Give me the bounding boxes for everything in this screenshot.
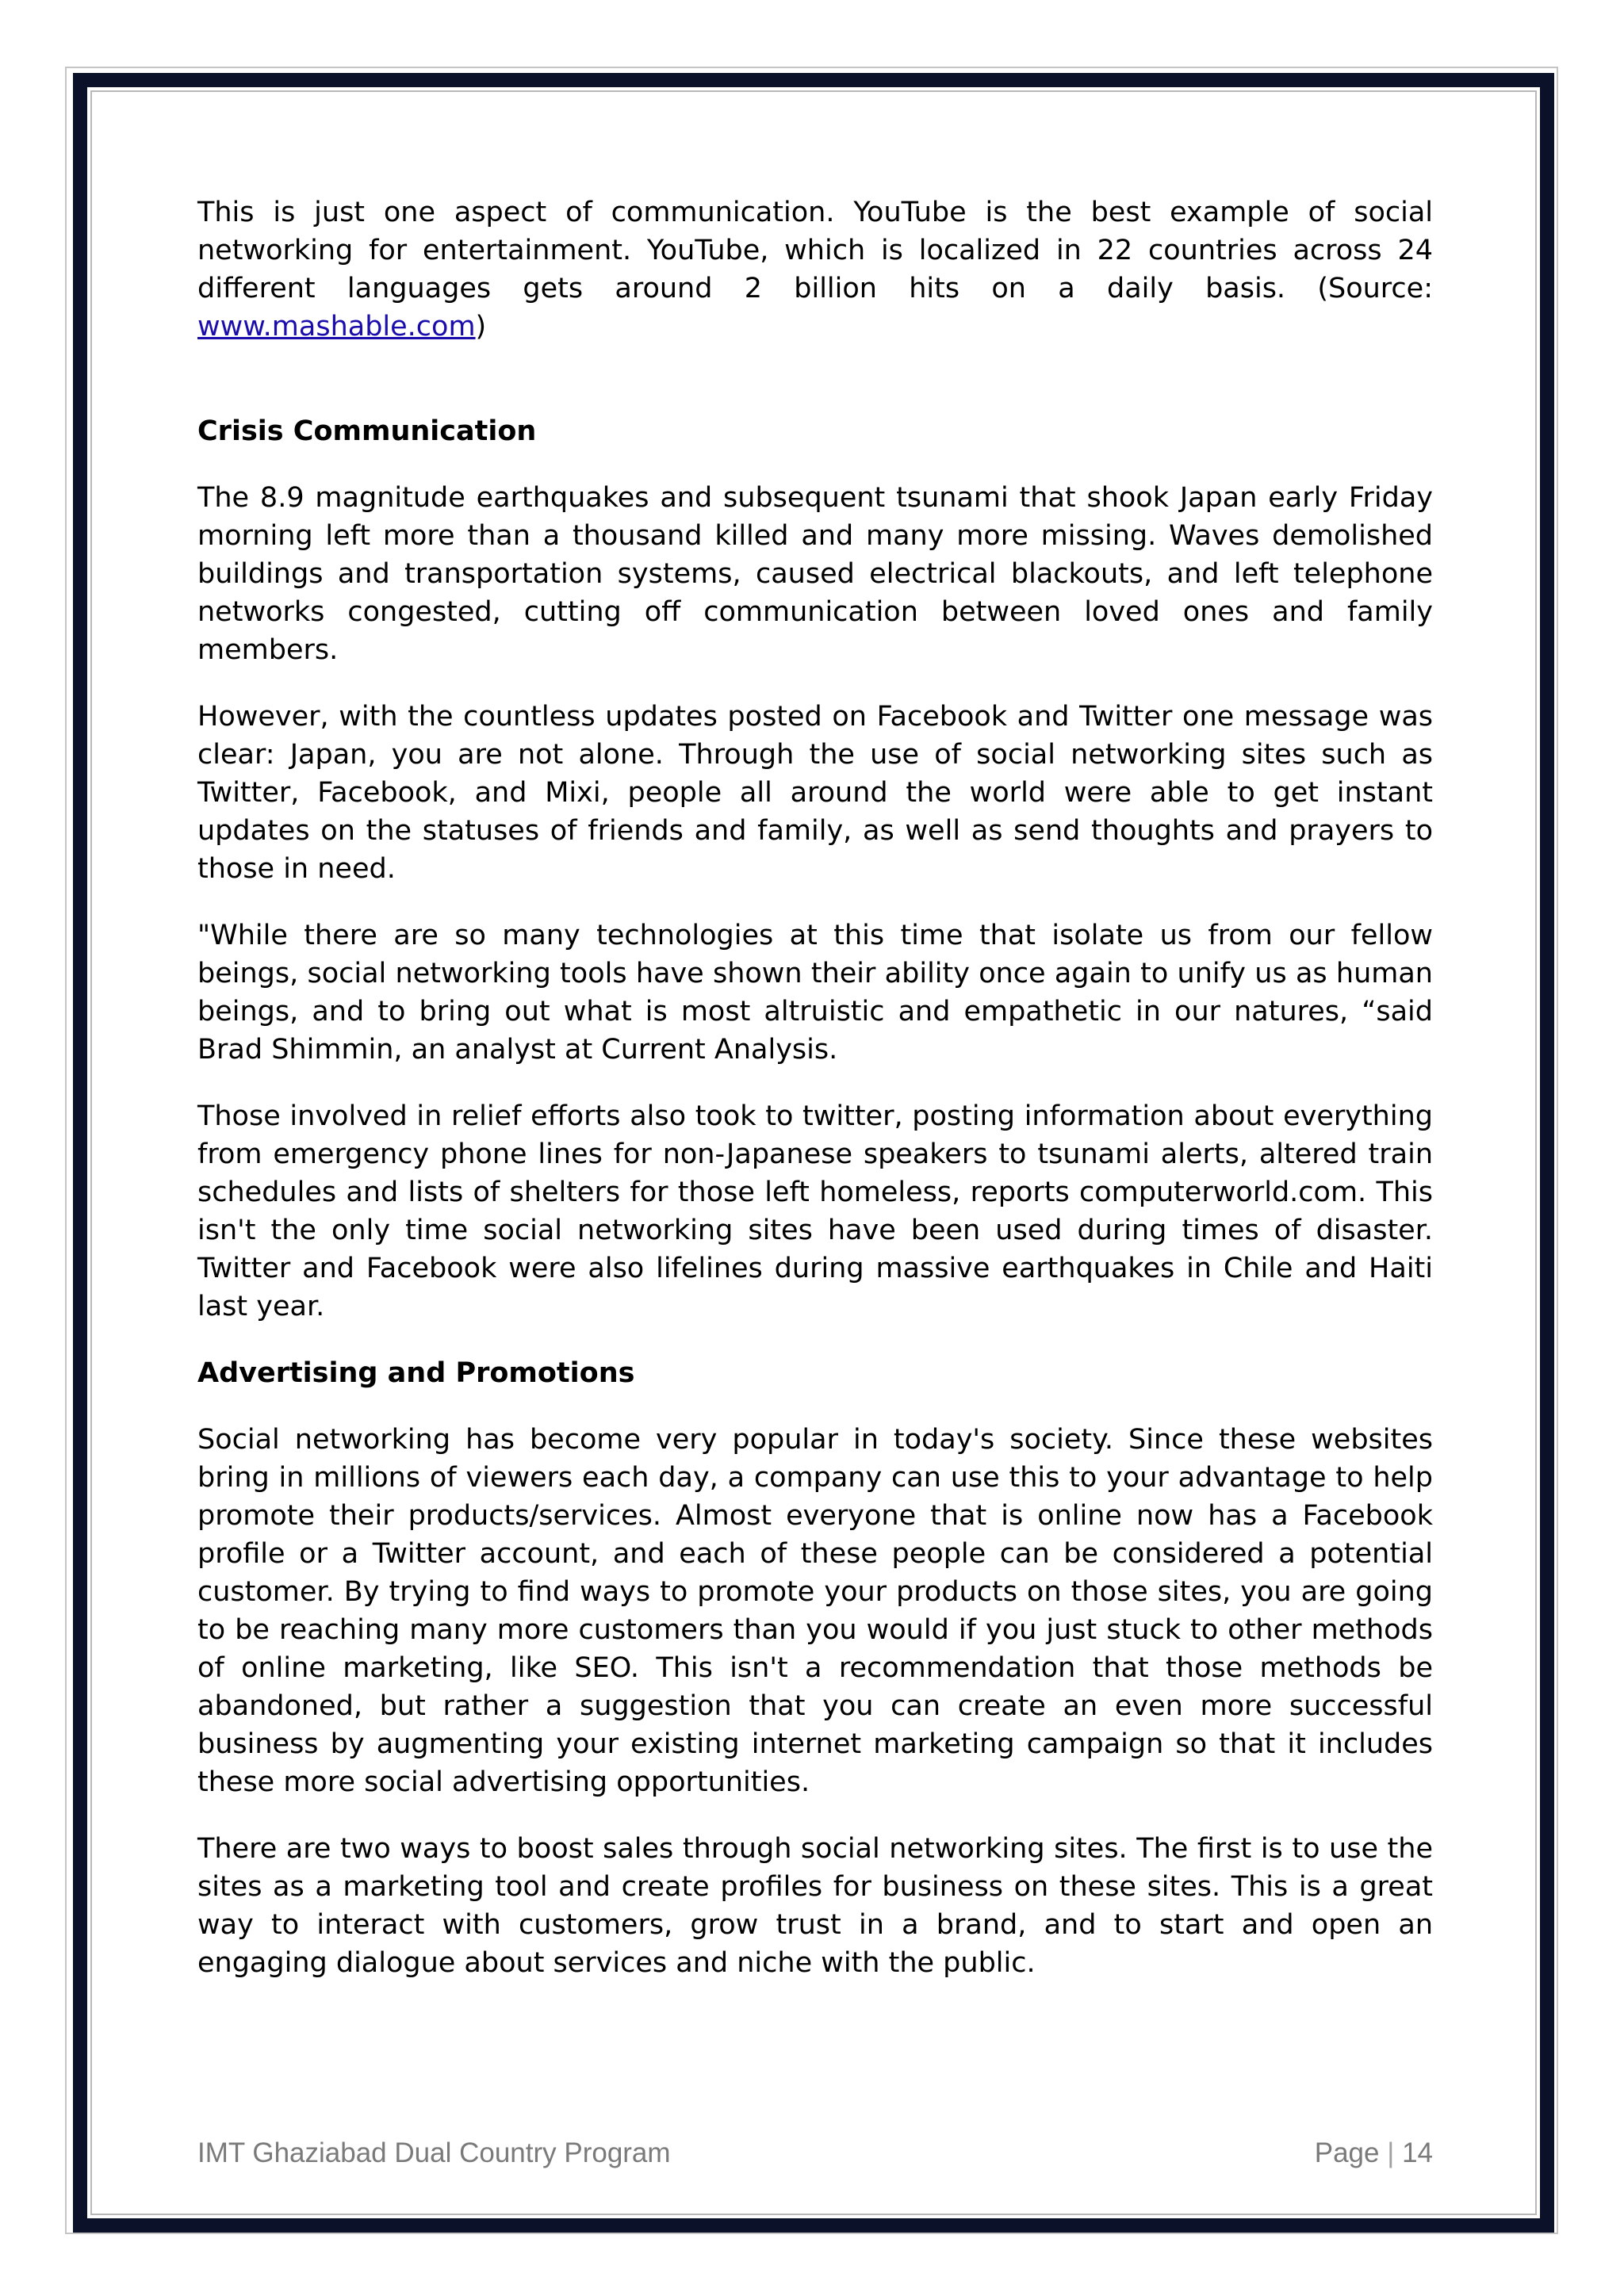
crisis-paragraph-3: "While there are so many technologies at this time that isolate us from our fellow beings, social networking tools have shown their ability once again to unify us as human beings, and to bring out what is most altruistic and empathetic in our natures, “said Brad Shimmin, an analyst at Current Analysis. [197, 920, 1433, 1066]
advertising-paragraph-2: There are two ways to boost sales through social networking sites. The first is to use the sites as a marketing tool and create profiles for business on these sites. This is a great way to interact with customers, grow trust in a brand, and to start and open an engaging dialogue about services and niche with the public. [197, 1833, 1433, 1979]
advertising-heading: Advertising and Promotions [197, 1357, 635, 1389]
footer-page-indicator [1315, 2134, 1433, 2172]
footer-program-name: IMT Ghaziabad Dual Country Program [197, 2137, 671, 2168]
crisis-heading: Crisis Communication [197, 415, 537, 447]
crisis-paragraph-1: The 8.9 magnitude earthquakes and subsequent tsunami that shook Japan early Friday morning left more than a thousand killed and many more missing. Waves demolished buildings and transportation systems, caused electrical blackouts, and left telephone networks congested, cutting off communication between loved ones and family members. [197, 482, 1433, 666]
page-footer [197, 2134, 1433, 2172]
crisis-paragraph-2: However, with the countless updates posted on Facebook and Twitter one message was clear: Japan, you are not alone. Through the use of social networking sites such as Twitter, Facebook, and Mixi, people all around the world were able to get instant updates on the statuses of friends and family, as well as send thoughts and prayers to those in need. [197, 701, 1433, 885]
intro-text: This is just one aspect of communication. YouTube is the best example of social networking for entertainment. YouTube, which is localized in 22 countries across 24 different languages gets around 2 billion hits on a daily basis. (Source: [197, 197, 1433, 304]
intro-close: ) [475, 311, 487, 342]
page-content [197, 193, 1433, 1982]
intro-paragraph [197, 193, 1433, 346]
mashable-link[interactable]: www.mashable.com [197, 311, 476, 342]
footer-page-number: 14 [1402, 2137, 1433, 2168]
crisis-paragraph-4: Those involved in relief efforts also took to twitter, posting information about everything from emergency phone lines for non-Japanese speakers to tsunami alerts, altered train schedules and lists of shelters for those left homeless, reports computerworld.com. This isn't the only time social networking sites have been used during times of disaster. Twitter and Facebook were also lifelines during massive earthquakes in Chile and Haiti last year. [197, 1100, 1433, 1322]
advertising-paragraph-1: Social networking has become very popular in today's society. Since these websites bring in millions of viewers each day, a company can use this to your advantage to help promote their products/services. Almost everyone that is online now has a Facebook profile or a Twitter account, and each of these people can be considered a potential customer. By trying to find ways to promote your products on those sites, you are going to be reaching many more customers than you would if you just stuck to other methods of online marketing, like SEO. This isn't a recommendation that those methods be abandoned, but rather a suggestion that you can create an even more successful business by augmenting your existing internet marketing campaign so that it includes these more social advertising opportunities. [197, 1424, 1433, 1798]
footer-page-label: Page [1314, 2137, 1380, 2168]
footer-separator: | [1387, 2137, 1395, 2168]
